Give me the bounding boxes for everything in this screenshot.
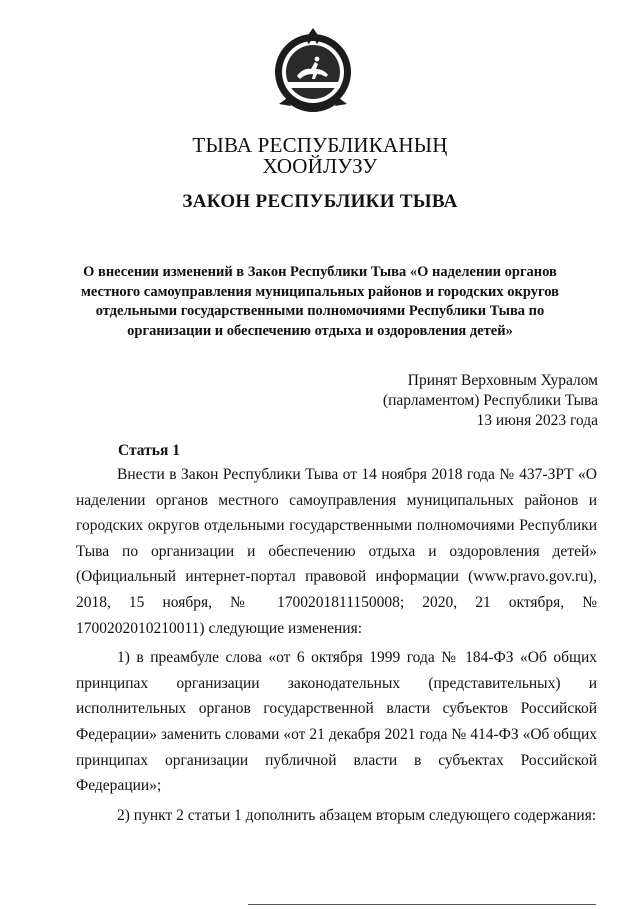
republic-name-line2: ХООЙЛУЗУ	[262, 154, 378, 178]
adoption-line-2: (парламентом) Республики Тыва	[382, 392, 598, 409]
adoption-block	[298, 371, 598, 431]
article-paragraph-1: Внести в Закон Республики Тыва от 14 ноября 2018 года № 437-ЗРТ «О наделении органов местного самоуправления муниципальных районов и городских округов отдельными государственными полномочиями Республики Тыва по организации и обеспечению отдыха и оздоровления детей» (Официальный интернет-портал правовой информации (www.pravo.gov.ru), 2018, 15 ноября, № 1700201811150008; 2020, 21 октября, № 1700202010210011) следующие изменения:	[76, 466, 597, 637]
article-paragraph-2: 1) в преамбуле слова «от 6 октября 1999 года № 184-ФЗ «Об общих принципах организации законодательных (представительных) и исполнительных органов государственной власти субъектов Российской Федерации» заменить словами «от 21 декабря 2021 года № 414-ФЗ «Об общих принципах организации публичной власти в субъектах Российской Федерации»;	[76, 649, 597, 795]
republic-name-line1: ТЫВА РЕСПУБЛИКАНЫҢ	[192, 133, 448, 157]
article-heading: Статья 1	[118, 442, 180, 459]
footer-divider	[248, 904, 596, 905]
coat-of-arms-icon	[271, 26, 355, 118]
law-title: ЗАКОН РЕСПУБЛИКИ ТЫВА	[182, 191, 458, 212]
article-paragraph-3: 2) пункт 2 статьи 1 дополнить абзацем вторым следующего содержания:	[117, 806, 597, 824]
adoption-line-1: Принят Верховным Хуралом	[407, 372, 598, 389]
article-body	[76, 462, 597, 828]
law-subject: О внесении изменений в Закон Республики Тыва «О наделении органов местного самоуправления муниципальных районов и городских округов отдельными государственными полномочиями Республики Тыва по организации и обеспечению отдыха и оздоровления детей»	[81, 264, 559, 339]
adoption-date: 13 июня 2023 года	[476, 412, 598, 429]
